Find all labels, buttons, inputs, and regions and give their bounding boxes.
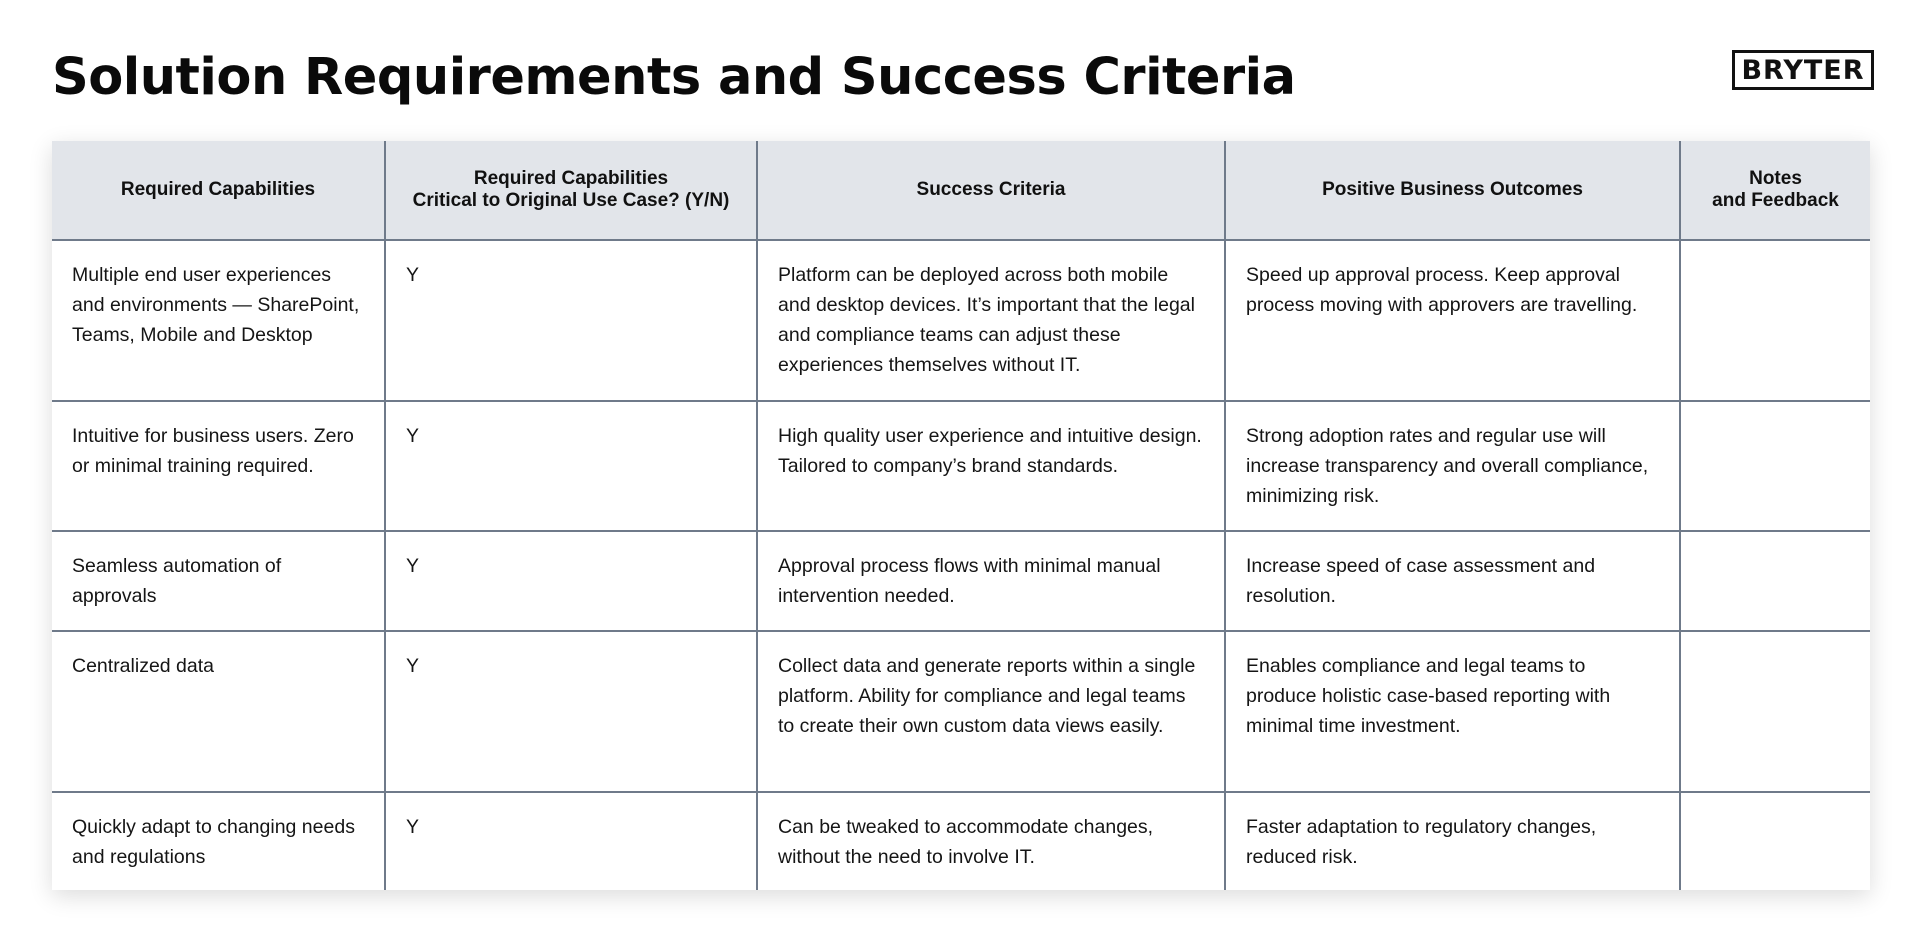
cell-critical: Y [385, 240, 757, 401]
cell-critical: Y [385, 792, 757, 890]
cell-notes [1680, 240, 1870, 401]
header-critical-to-use-case [385, 141, 757, 240]
header-notes-feedback [1680, 141, 1870, 240]
table-row [52, 631, 1870, 792]
header-business-outcomes [1225, 141, 1680, 240]
table-row [52, 240, 1870, 401]
table-row [52, 792, 1870, 890]
cell-capability: Multiple end user experiences and environments — SharePoint, Teams, Mobile and Desktop [52, 240, 385, 401]
header-label: Positive Business Outcomes [1322, 179, 1583, 200]
header-label: Success Criteria [916, 179, 1066, 200]
cell-business-outcome: Strong adoption rates and regular use will increase transparency and overall compliance, minimizing risk. [1225, 401, 1680, 531]
cell-critical: Y [385, 531, 757, 631]
cell-capability: Quickly adapt to changing needs and regulations [52, 792, 385, 890]
cell-notes [1680, 531, 1870, 631]
header-label-line-1: Notes [1749, 168, 1802, 189]
cell-notes [1680, 792, 1870, 890]
header-label-line-1: Required Capabilities [473, 168, 669, 189]
cell-success-criteria: Collect data and generate reports within a single platform. Ability for compliance and legal teams to create their own custom data views easily. [757, 631, 1225, 792]
table-row [52, 401, 1870, 531]
cell-success-criteria: Can be tweaked to accommodate changes, without the need to involve IT. [757, 792, 1225, 890]
cell-business-outcome: Increase speed of case assessment and resolution. [1225, 531, 1680, 631]
header-label-line-2: Critical to Original Use Case? (Y/N) [412, 190, 730, 211]
cell-success-criteria: High quality user experience and intuitive design. Tailored to company’s brand standards. [757, 401, 1225, 531]
table-header-row [52, 141, 1870, 240]
page-title: Solution Requirements and Success Criteria [52, 48, 1296, 107]
cell-critical: Y [385, 631, 757, 792]
cell-business-outcome: Faster adaptation to regulatory changes, reduced risk. [1225, 792, 1680, 890]
header-required-capabilities [52, 141, 385, 240]
requirements-table-container [52, 141, 1870, 890]
header-label-line-2: and Feedback [1712, 190, 1839, 211]
cell-capability: Intuitive for business users. Zero or minimal training required. [52, 401, 385, 531]
cell-success-criteria: Platform can be deployed across both mobile and desktop devices. It’s important that the legal and compliance teams can adjust these experiences themselves without IT. [757, 240, 1225, 401]
cell-business-outcome: Speed up approval process. Keep approval process moving with approvers are travelling. [1225, 240, 1680, 401]
bryter-logo: BRYTER [1732, 50, 1874, 90]
cell-capability: Seamless automation of approvals [52, 531, 385, 631]
header-label: Required Capabilities [120, 179, 316, 200]
table-row [52, 531, 1870, 631]
cell-success-criteria: Approval process flows with minimal manual intervention needed. [757, 531, 1225, 631]
requirements-table [52, 141, 1870, 890]
header-success-criteria [757, 141, 1225, 240]
cell-critical: Y [385, 401, 757, 531]
cell-notes [1680, 401, 1870, 531]
cell-notes [1680, 631, 1870, 792]
cell-business-outcome: Enables compliance and legal teams to produce holistic case-based reporting with minimal time investment. [1225, 631, 1680, 792]
cell-capability: Centralized data [52, 631, 385, 792]
